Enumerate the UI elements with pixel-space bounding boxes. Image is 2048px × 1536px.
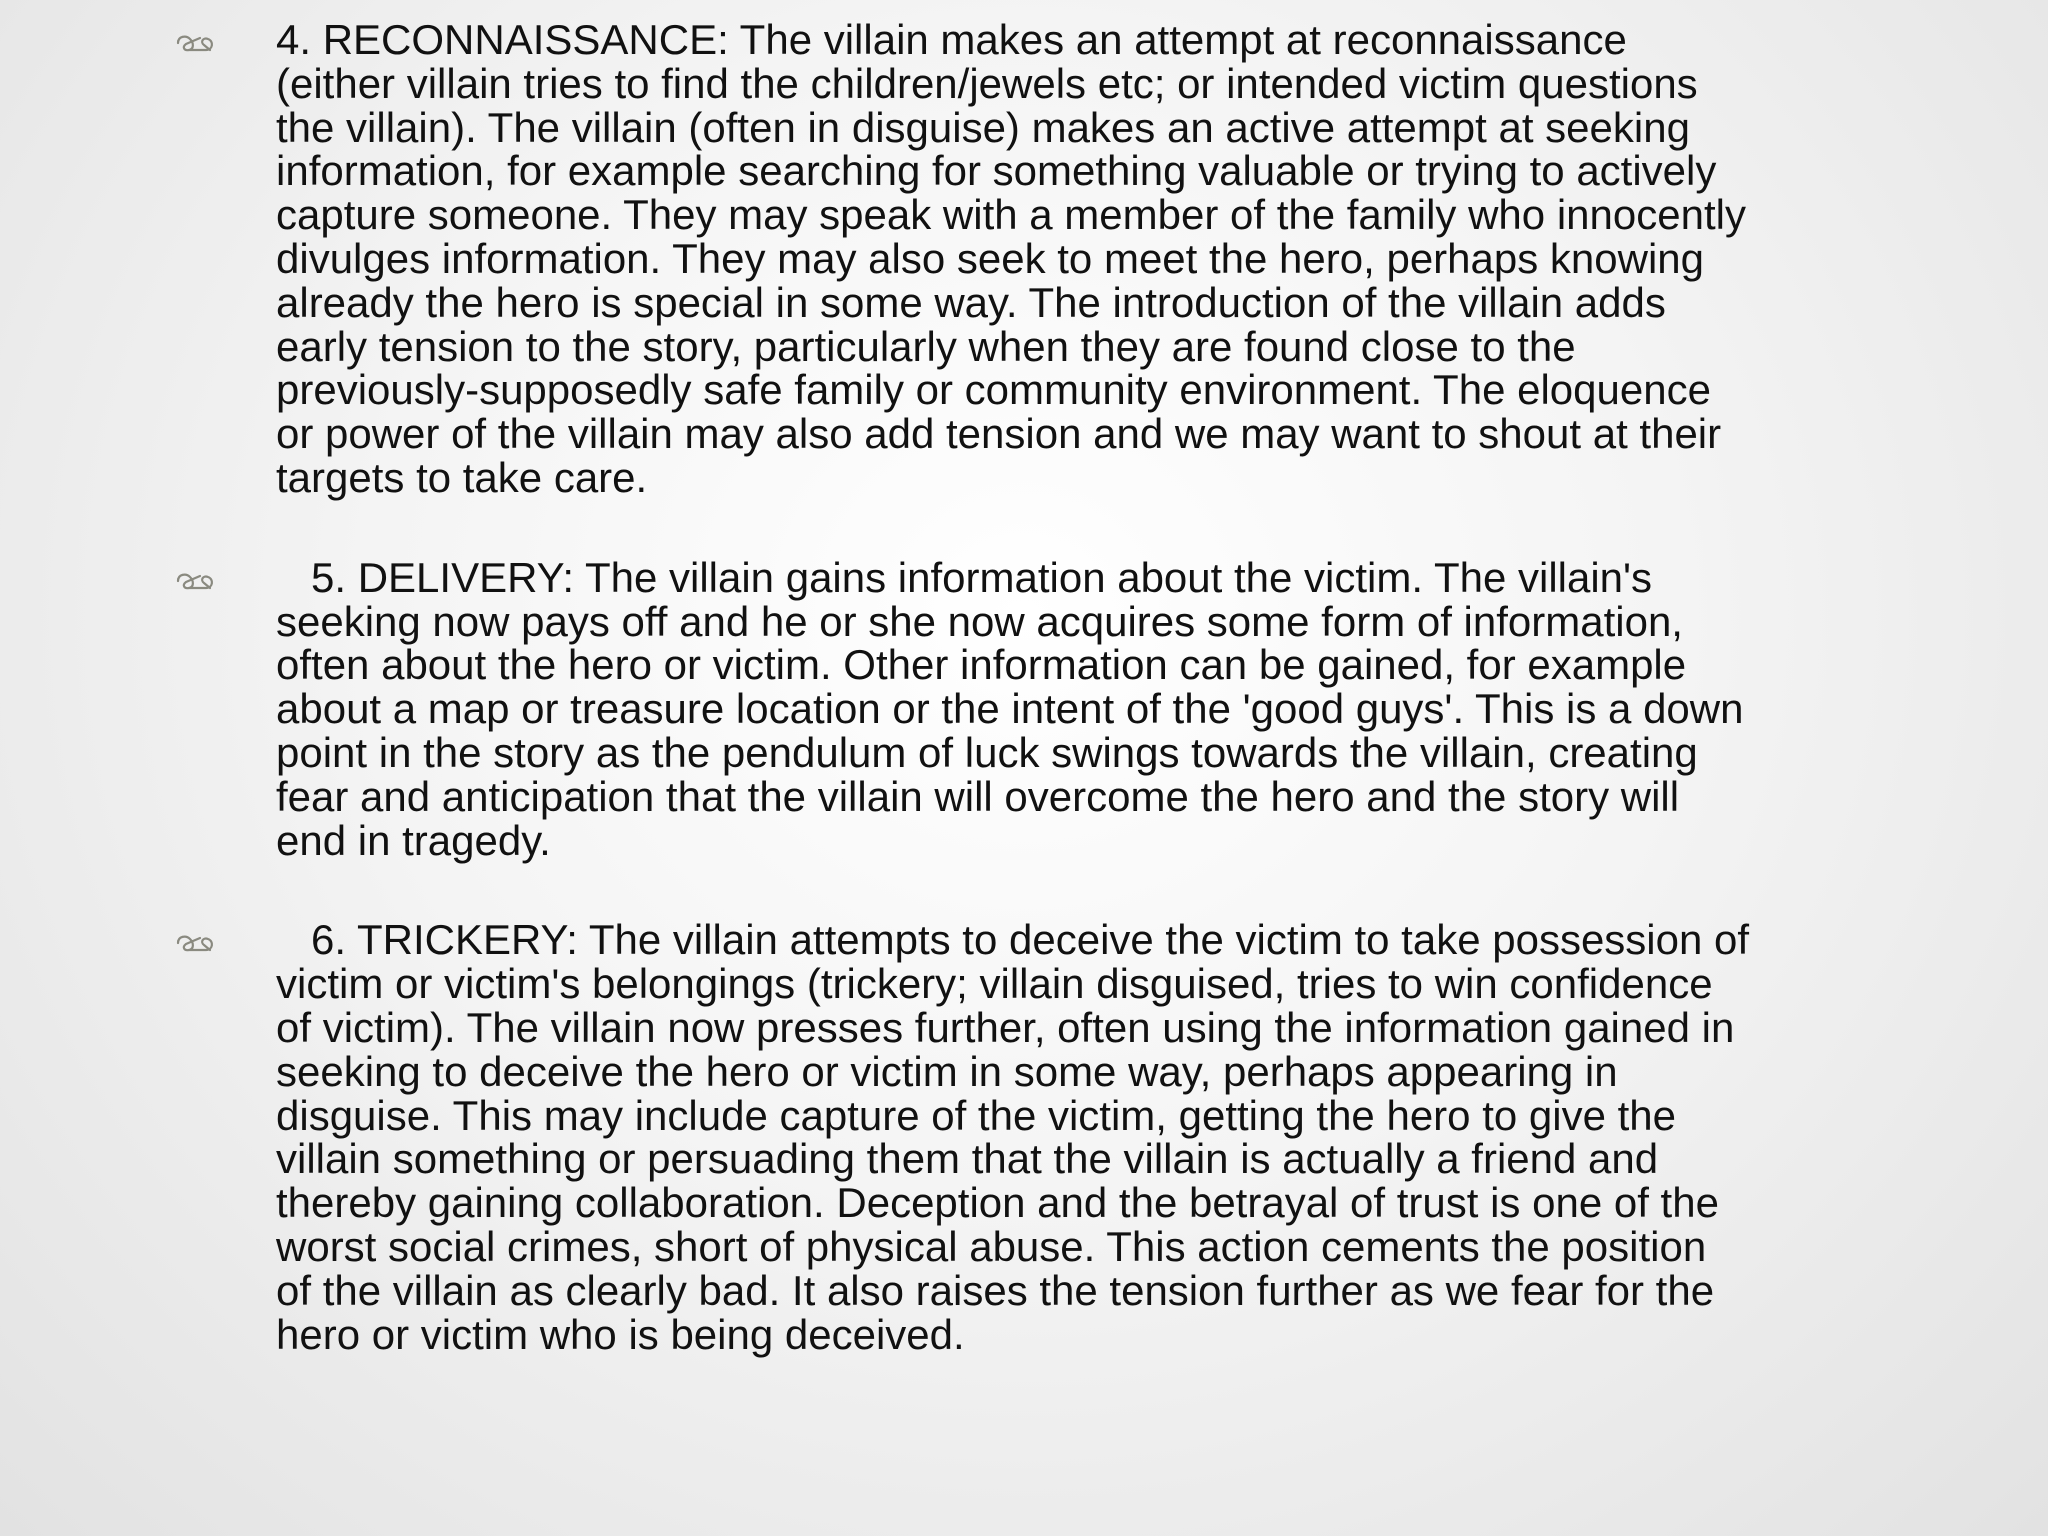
- bullet-item-trickery: [170, 918, 1890, 1356]
- bullet-list: [170, 18, 1890, 1412]
- hollow-loop-bullet-icon: [176, 33, 216, 53]
- bullet-item-delivery: [170, 553, 1890, 864]
- hollow-loop-bullet-icon: [176, 933, 216, 953]
- bullet-text: 5. DELIVERY: The villain gains information about the victim. The villain's seeking now pays off and he or she now acquires some form of information, often about the hero or victim. Other information can be gained, for example about a map or treasure location or the intent of the 'good guys'. This is a down point in the story as the pendulum of luck swings towards the villain, creating fear and anticipation that the villain will overcome the hero and the story will end in tragedy.: [276, 553, 1744, 864]
- hollow-loop-bullet-icon: [176, 571, 216, 591]
- bullet-text: 6. TRICKERY: The villain attempts to deceive the victim to take possession of victim or victim's belongings (trickery; villain disguised, tries to win confidence of victim). The villain now presses further, often using the information gained in seeking to deceive the hero or victim in some way, perhaps appearing in disguise. This may include capture of the victim, getting the hero to give the villain something or persuading them that the villain is actually a friend and thereby gaining collaboration. Deception and the betrayal of trust is one of the worst social crimes, short of physical abuse. This action cements the position of the villain as clearly bad. It also raises the tension further as we fear for the hero or victim who is being deceived.: [276, 916, 1750, 1358]
- bullet-text: 4. RECONNAISSANCE: The villain makes an attempt at reconnaissance (either villain tries to find the children/jewels etc; or intended victim questions the villain). The villain (often in disguise) makes an active attempt at seeking information, for example searching for something valuable or trying to actively capture someone. They may speak with a member of the family who innocently divulges information. They may also seek to meet the hero, perhaps knowing already the hero is special in some way. The introduction of the villain adds early tension to the story, particularly when they are found close to the previously-supposedly safe family or community environment. The eloquence or power of the villain may also add tension and we may want to shout at their targets to take care.: [276, 16, 1746, 501]
- bullet-item-reconnaissance: [170, 18, 1890, 500]
